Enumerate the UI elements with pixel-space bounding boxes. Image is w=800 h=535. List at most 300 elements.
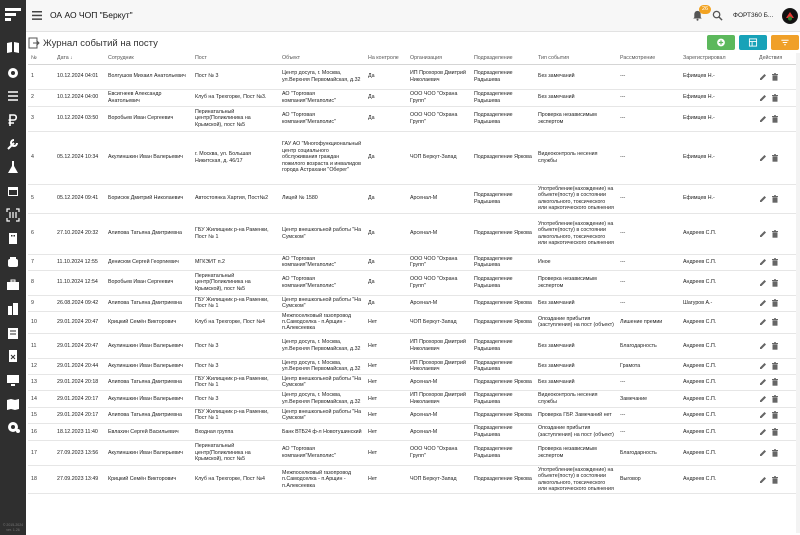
- event-type: Употребление(нахождение) на объекте(посту) в состоянии алкогольного, токсического или наркотического опьянения: [535, 213, 617, 254]
- object-name: ГАУ АО "Многофункциональный центр социального обслуживания граждан пожилого возраста и инвалидов города Астрахани "Оберег": [279, 131, 365, 184]
- book-open-icon[interactable]: [6, 40, 20, 54]
- employee-name: Алипова Татьяна Дмитриевна: [105, 295, 192, 311]
- control-flag: Нет: [365, 311, 407, 333]
- edit-icon[interactable]: [759, 395, 767, 403]
- control-flag: Да: [365, 106, 407, 131]
- edit-icon[interactable]: [759, 195, 767, 203]
- department-name: Подразделение Яркова: [471, 131, 535, 184]
- department-name: Подразделение Яркова: [471, 311, 535, 333]
- row-number: 15: [28, 407, 54, 423]
- event-date: 27.10.2024 20:32: [54, 213, 105, 254]
- registered-by: Андреев С.П.: [680, 374, 756, 390]
- post-name: Перинатальный центр(Поликлиника на Крымской), пост №5: [192, 270, 279, 295]
- table-row[interactable]: [28, 440, 800, 465]
- registered-by: Андреев С.П.: [680, 358, 756, 374]
- wrench-icon[interactable]: [6, 137, 20, 151]
- delete-icon[interactable]: [771, 94, 779, 102]
- delete-icon[interactable]: [771, 230, 779, 238]
- avatar[interactable]: [782, 8, 798, 24]
- post-name: ГБУ Жилищник р-на Раменки, Пост № 1: [192, 407, 279, 423]
- table-row[interactable]: [28, 213, 800, 254]
- registered-by: Андреев С.П.: [680, 390, 756, 407]
- object-name: Межпоселковый газопровод п.Самодселка - п.Арщин - п.Алексеевка: [279, 465, 365, 494]
- employee-name: Евлахин Сергей Васильевич: [105, 423, 192, 440]
- review-result: ---: [617, 374, 680, 390]
- row-number: 17: [28, 440, 54, 465]
- plus-icon: [716, 38, 726, 47]
- control-flag: Нет: [365, 407, 407, 423]
- employee-name: Воробьев Иван Сергеевич: [105, 270, 192, 295]
- department-name: Подразделение Радышева: [471, 333, 535, 358]
- col-review-header[interactable]: Рассмотрение: [617, 53, 680, 64]
- department-name: Подразделение Радышева: [471, 440, 535, 465]
- organization-name: ООО ЧОО "Охрана Групп": [407, 254, 471, 270]
- post-name: Автостоянка Хартия, Пост№2: [192, 184, 279, 213]
- edit-icon[interactable]: [759, 411, 767, 419]
- employee-name: Алипова Татьяна Дмитриевна: [105, 374, 192, 390]
- post-name: ГБУ Жилищник р-на Раменки, Пост № 1: [192, 213, 279, 254]
- review-result: ---: [617, 423, 680, 440]
- employee-name: Акулиншкин Иван Валерьевич: [105, 131, 192, 184]
- post-name: ГБУ Жилищник р-на Раменки, Пост № 1: [192, 295, 279, 311]
- delete-icon[interactable]: [771, 428, 779, 436]
- organization-name: ООО ЧОО "Охрана Групп": [407, 440, 471, 465]
- department-name: Подразделение Радышева: [471, 423, 535, 440]
- organization-name: Арсенал-М: [407, 374, 471, 390]
- delete-icon[interactable]: [771, 279, 779, 287]
- department-name: Подразделение Радышева: [471, 106, 535, 131]
- review-result: ---: [617, 89, 680, 106]
- organization-name: ИП Прохоров Дмитрий Николаевич: [407, 333, 471, 358]
- row-actions: [756, 184, 800, 213]
- event-date: 29.01.2024 20:47: [54, 333, 105, 358]
- delete-icon[interactable]: [771, 411, 779, 419]
- delete-icon[interactable]: [771, 154, 779, 162]
- row-actions: [756, 64, 800, 89]
- object-name: АО "Торговая компания"Мегаполис": [279, 270, 365, 295]
- filter-button[interactable]: [771, 35, 799, 50]
- phone-icon[interactable]: [6, 255, 20, 269]
- row-actions: [756, 254, 800, 270]
- control-flag: Нет: [365, 465, 407, 494]
- edit-icon[interactable]: [759, 428, 767, 436]
- employee-name: Волгушов Михаил Анатольевич: [105, 64, 192, 89]
- review-result: Выговор: [617, 465, 680, 494]
- edit-icon[interactable]: [759, 73, 767, 81]
- control-flag: Нет: [365, 390, 407, 407]
- col-department-header[interactable]: Подразделение: [471, 53, 535, 64]
- col-post-header[interactable]: Пост: [192, 53, 279, 64]
- add-event-button[interactable]: [707, 35, 735, 50]
- event-date: 27.09.2023 13:49: [54, 465, 105, 494]
- review-result: Благодарность: [617, 333, 680, 358]
- registered-by: Андреев С.П.: [680, 407, 756, 423]
- vertical-scrollbar[interactable]: [796, 53, 800, 533]
- post-name: МГКЭИТ п.2: [192, 254, 279, 270]
- event-date: 29.01.2024 20:44: [54, 358, 105, 374]
- table-row[interactable]: [28, 89, 800, 106]
- row-number: 14: [28, 390, 54, 407]
- organization-name: ООО ЧОО "Охрана Групп": [407, 89, 471, 106]
- list-icon[interactable]: [6, 89, 20, 103]
- department-name: Подразделение Яркова: [471, 374, 535, 390]
- edit-icon[interactable]: [759, 362, 767, 370]
- search-icon[interactable]: [712, 10, 723, 21]
- event-type: Проверка независимым экспертом: [535, 106, 617, 131]
- organization-name: Арсенал-М: [407, 295, 471, 311]
- edit-icon[interactable]: [759, 279, 767, 287]
- edit-icon[interactable]: [759, 378, 767, 386]
- department-name: Подразделение Радышева: [471, 89, 535, 106]
- object-name: Центр досуга, г. Москва, ул.Верхняя Первомайская, д.32: [279, 358, 365, 374]
- post-name: Перинатальный центр(Поликлиника на Крымской), пост №5: [192, 440, 279, 465]
- employee-name: Алипова Татьяна Дмитриевна: [105, 213, 192, 254]
- table-header: [28, 53, 800, 64]
- monitor-icon[interactable]: [6, 373, 20, 387]
- ruble-icon[interactable]: [6, 113, 20, 127]
- table-row[interactable]: [28, 390, 800, 407]
- row-number: 9: [28, 295, 54, 311]
- table-row[interactable]: [28, 358, 800, 374]
- briefcase-icon[interactable]: [6, 278, 20, 292]
- row-number: 18: [28, 465, 54, 494]
- table-row[interactable]: [28, 374, 800, 390]
- object-name: Межпоселковый газопровод п.Самодселка - п.Арщин - п.Алексеевка: [279, 311, 365, 333]
- row-number: 6: [28, 213, 54, 254]
- version-text: ver. 1.26: [6, 528, 20, 532]
- row-number: 10: [28, 311, 54, 333]
- post-name: Клуб на Трехгорке, Пост №4: [192, 311, 279, 333]
- col-registered-by-header[interactable]: Зарегистрировал: [680, 53, 756, 64]
- row-actions: [756, 423, 800, 440]
- filter-icon: [780, 38, 790, 47]
- event-type: Без замечаний: [535, 358, 617, 374]
- delete-icon[interactable]: [771, 449, 779, 457]
- object-name: АО "Торговая компания"Мегаполис": [279, 440, 365, 465]
- map-icon[interactable]: [6, 397, 20, 411]
- row-actions: [756, 333, 800, 358]
- event-type: Видеоконтроль несения службы: [535, 390, 617, 407]
- col-event-type-header[interactable]: Тип события: [535, 53, 617, 64]
- table-row[interactable]: [28, 254, 800, 270]
- export-button[interactable]: [739, 35, 767, 50]
- table-row[interactable]: [28, 131, 800, 184]
- row-number: 7: [28, 254, 54, 270]
- event-type: Употребление(нахождение) на объекте(посту) в состоянии алкогольного, токсического или наркотического опьянения: [535, 465, 617, 494]
- delete-icon[interactable]: [771, 258, 779, 266]
- event-date: 26.08.2024 09:42: [54, 295, 105, 311]
- object-name: Центр досуга, г. Москва, ул.Верхняя Первомайская, д.32: [279, 64, 365, 89]
- department-name: Подразделение Яркова: [471, 213, 535, 254]
- event-type: Употребление(нахождение) на объекте(посту) в состоянии алкогольного, токсического или наркотического опьянения: [535, 184, 617, 213]
- control-flag: Нет: [365, 423, 407, 440]
- edit-icon[interactable]: [759, 449, 767, 457]
- employee-name: Акулиншкин Иван Валерьевич: [105, 358, 192, 374]
- delete-icon[interactable]: [771, 115, 779, 123]
- delete-icon[interactable]: [771, 395, 779, 403]
- delete-icon[interactable]: [771, 318, 779, 326]
- post-name: г. Москва, ул. Большая Никитская, д. 46/17: [192, 131, 279, 184]
- event-type: Проверка независимым экспертом: [535, 270, 617, 295]
- control-flag: Нет: [365, 358, 407, 374]
- row-actions: [756, 213, 800, 254]
- edit-icon[interactable]: [759, 94, 767, 102]
- registered-by: Андреев С.П.: [680, 213, 756, 254]
- notification-badge[interactable]: 26: [699, 5, 711, 14]
- employee-name: Борисюк Дмитрий Николаевич: [105, 184, 192, 213]
- avatar-logo-icon: [782, 8, 798, 24]
- event-date: 29.01.2024 20:17: [54, 390, 105, 407]
- review-result: ---: [617, 270, 680, 295]
- city-icon[interactable]: [6, 302, 20, 316]
- sort-desc-icon[interactable]: ↓: [68, 55, 73, 62]
- edit-icon[interactable]: [759, 476, 767, 484]
- post-name: Пост № 3: [192, 390, 279, 407]
- delete-icon[interactable]: [771, 378, 779, 386]
- control-flag: Нет: [365, 374, 407, 390]
- organization-name: ООО ЧОО "Охрана Групп": [407, 106, 471, 131]
- copyright-text: © 2015-2024: [2, 523, 24, 527]
- object-name: Банк ВТБ24 ф-л Новотушинский: [279, 423, 365, 440]
- control-flag: Да: [365, 213, 407, 254]
- event-date: 11.10.2024 12:54: [54, 270, 105, 295]
- row-actions: [756, 89, 800, 106]
- table-row[interactable]: [28, 423, 800, 440]
- organization-name: Арсенал-М: [407, 423, 471, 440]
- row-actions: [756, 358, 800, 374]
- control-flag: Да: [365, 254, 407, 270]
- table-row[interactable]: [28, 407, 800, 423]
- department-name: Подразделение Радышева: [471, 358, 535, 374]
- employee-name: Алипова Татьяна Дмитриевна: [105, 407, 192, 423]
- review-result: Замечание: [617, 390, 680, 407]
- object-name: АО "Торговая компания"Мегаполис": [279, 106, 365, 131]
- organization-name: ЧОП Беркут-Запад: [407, 131, 471, 184]
- review-result: ---: [617, 213, 680, 254]
- registered-by: Шагуров А.-: [680, 295, 756, 311]
- organization-name: Арсенал-М: [407, 213, 471, 254]
- row-number: 13: [28, 374, 54, 390]
- event-type: Видеоконтроль несения службы: [535, 131, 617, 184]
- post-name: Перинатальный центр(Поликлиника на Крымской), пост №5: [192, 106, 279, 131]
- object-name: Центр внешкольной работы "На Сумском": [279, 374, 365, 390]
- edit-icon[interactable]: [759, 115, 767, 123]
- registered-by: Ефимцев Н.-: [680, 106, 756, 131]
- registered-by: Андреев С.П.: [680, 333, 756, 358]
- page-title: Журнал событий на посту: [43, 38, 158, 49]
- event-date: 29.01.2024 20:17: [54, 407, 105, 423]
- review-result: Лишение премии: [617, 311, 680, 333]
- event-type: Проверка независимым экспертом: [535, 440, 617, 465]
- event-date: 27.09.2023 13:56: [54, 440, 105, 465]
- row-actions: [756, 374, 800, 390]
- table-row[interactable]: [28, 106, 800, 131]
- menu-icon[interactable]: [32, 11, 42, 20]
- event-type: Опоздание прибытия (заступления) на пост (объект): [535, 423, 617, 440]
- delete-icon[interactable]: [771, 362, 779, 370]
- registered-by: Ефимцев Н.-: [680, 89, 756, 106]
- object-name: Центр внешкольной работы "На Сумском": [279, 407, 365, 423]
- review-result: ---: [617, 254, 680, 270]
- organization-name: ЧОП Беркут-Запад: [407, 311, 471, 333]
- control-flag: Да: [365, 295, 407, 311]
- organization-name: ООО ЧОО "Охрана Групп": [407, 270, 471, 295]
- edit-icon[interactable]: [759, 230, 767, 238]
- table-row[interactable]: [28, 270, 800, 295]
- registered-by: Андреев С.П.: [680, 423, 756, 440]
- row-actions: [756, 465, 800, 494]
- flask-icon[interactable]: [6, 160, 20, 174]
- post-name: ГБУ Жилищник р-на Раменки, Пост № 1: [192, 374, 279, 390]
- row-number: 1: [28, 64, 54, 89]
- top-bar: [26, 0, 800, 32]
- calendar-icon[interactable]: [6, 184, 20, 198]
- row-actions: [756, 295, 800, 311]
- row-actions: [756, 106, 800, 131]
- employee-name: Акулиншкин Иван Валерьевич: [105, 440, 192, 465]
- event-date: 10.12.2024 04:01: [54, 64, 105, 89]
- registered-by: Андреев С.П.: [680, 465, 756, 494]
- barcode-icon[interactable]: [6, 208, 20, 222]
- department-name: Подразделение Яркова: [471, 465, 535, 494]
- tasks-icon[interactable]: [6, 326, 20, 340]
- delete-icon[interactable]: [771, 342, 779, 350]
- events-table-container: [28, 53, 800, 533]
- col-object-header[interactable]: Объект: [279, 53, 365, 64]
- employee-name: Евсигнеев Александр Анатольевич: [105, 89, 192, 106]
- post-name: Входная группа: [192, 423, 279, 440]
- registered-by: Андреев С.П.: [680, 440, 756, 465]
- object-name: Центр досуга, г. Москва, ул.Верхняя Первомайская, д.32: [279, 333, 365, 358]
- shield-icon[interactable]: [6, 66, 20, 80]
- table-row[interactable]: [28, 333, 800, 358]
- department-name: Подразделение Радышева: [471, 64, 535, 89]
- row-actions: [756, 311, 800, 333]
- settings-icon[interactable]: [6, 420, 20, 434]
- delete-icon[interactable]: [771, 476, 779, 484]
- table-row[interactable]: [28, 64, 800, 89]
- event-date: 29.01.2024 20:18: [54, 374, 105, 390]
- col-organization-header[interactable]: Организация: [407, 53, 471, 64]
- edit-icon[interactable]: [759, 258, 767, 266]
- organization-name: ЧОП Беркут-Запад: [407, 465, 471, 494]
- department-name: Подразделение Яркова: [471, 295, 535, 311]
- edit-icon[interactable]: [759, 318, 767, 326]
- control-flag: Нет: [365, 333, 407, 358]
- app-logo[interactable]: [4, 6, 22, 24]
- employee-name: Денисюм Сергей Георгиевич: [105, 254, 192, 270]
- object-name: Центр досуга, г. Москва, ул.Верхняя Первомайская, д.32: [279, 390, 365, 407]
- event-type: Без замечаний: [535, 295, 617, 311]
- event-date: 10.12.2024 04:00: [54, 89, 105, 106]
- event-date: 10.12.2024 03:50: [54, 106, 105, 131]
- delete-icon[interactable]: [771, 195, 779, 203]
- event-type: Иное: [535, 254, 617, 270]
- organization-name: Арсенал-М: [407, 407, 471, 423]
- row-number: 5: [28, 184, 54, 213]
- event-type: Опоздание прибытия (заступления) на пост (объект): [535, 311, 617, 333]
- department-name: Подразделение Радышева: [471, 254, 535, 270]
- event-date: 05.12.2024 10:34: [54, 131, 105, 184]
- post-name: Пост № 3: [192, 358, 279, 374]
- review-result: ---: [617, 295, 680, 311]
- control-flag: Да: [365, 131, 407, 184]
- sidebar: [0, 0, 26, 535]
- registered-by: Андреев С.П.: [680, 254, 756, 270]
- col-actions-header[interactable]: Действия: [756, 53, 800, 64]
- control-flag: Да: [365, 270, 407, 295]
- row-number: 2: [28, 89, 54, 106]
- object-name: Центр внешкольной работы "На Сумском": [279, 295, 365, 311]
- back-arrow-icon[interactable]: [28, 37, 40, 49]
- object-name: Лицей № 1580: [279, 184, 365, 213]
- version-footer: [0, 523, 26, 533]
- event-type: Без замечаний: [535, 333, 617, 358]
- report-icon[interactable]: [6, 349, 20, 363]
- col-number-header[interactable]: №: [28, 53, 54, 64]
- post-name: Клуб на Трехгорке, Пост №4: [192, 465, 279, 494]
- table-row[interactable]: [28, 295, 800, 311]
- row-actions: [756, 390, 800, 407]
- event-type: Проверка ГБР. Замечаний нет: [535, 407, 617, 423]
- event-date: 05.12.2024 09:41: [54, 184, 105, 213]
- table-row[interactable]: [28, 465, 800, 494]
- department-name: Подразделение Радышева: [471, 390, 535, 407]
- edit-icon[interactable]: [759, 342, 767, 350]
- control-flag: Да: [365, 64, 407, 89]
- row-number: 11: [28, 333, 54, 358]
- registered-by: Андреев С.П.: [680, 270, 756, 295]
- col-control-header[interactable]: На контроле: [365, 53, 407, 64]
- organization-name: ИП Прохоров Дмитрий Николаевич: [407, 64, 471, 89]
- organization-name: ИП Прохоров Дмитрий Николаевич: [407, 358, 471, 374]
- employee-name: Акулиншкин Иван Валерьевич: [105, 390, 192, 407]
- registered-by: Ефимцев Н.-: [680, 64, 756, 89]
- row-actions: [756, 440, 800, 465]
- row-actions: [756, 407, 800, 423]
- delete-icon[interactable]: [771, 299, 779, 307]
- employee-name: Воробьев Иван Сергеевич: [105, 106, 192, 131]
- registered-by: Ефимцев Н.-: [680, 184, 756, 213]
- table-row[interactable]: [28, 311, 800, 333]
- department-name: Подразделение Яркова: [471, 407, 535, 423]
- event-date: 18.12.2023 11:40: [54, 423, 105, 440]
- table-row[interactable]: [28, 184, 800, 213]
- event-date: 11.10.2024 12:55: [54, 254, 105, 270]
- table-body: [28, 64, 800, 494]
- col-employee-header[interactable]: Сотрудник: [105, 53, 192, 64]
- object-name: АО "Торговая компания"Мегаполис": [279, 89, 365, 106]
- delete-icon[interactable]: [771, 73, 779, 81]
- object-name: АО "Торговая компания"Мегаполис": [279, 254, 365, 270]
- row-actions: [756, 270, 800, 295]
- registered-by: Андреев С.П.: [680, 311, 756, 333]
- event-type: Без замечаний: [535, 89, 617, 106]
- event-type: Без замечаний: [535, 64, 617, 89]
- edit-icon[interactable]: [759, 299, 767, 307]
- review-result: ---: [617, 407, 680, 423]
- user-name[interactable]: ФОРТ360 Б...: [733, 12, 774, 19]
- export-table-icon: [748, 38, 758, 47]
- row-number: 3: [28, 106, 54, 131]
- review-result: ---: [617, 131, 680, 184]
- building-icon[interactable]: [6, 231, 20, 245]
- organization-name: ИП Прохоров Дмитрий Николаевич: [407, 390, 471, 407]
- row-actions: [756, 131, 800, 184]
- edit-icon[interactable]: [759, 154, 767, 162]
- review-result: Благодарность: [617, 440, 680, 465]
- col-date-header[interactable]: Дата ↓: [54, 53, 105, 64]
